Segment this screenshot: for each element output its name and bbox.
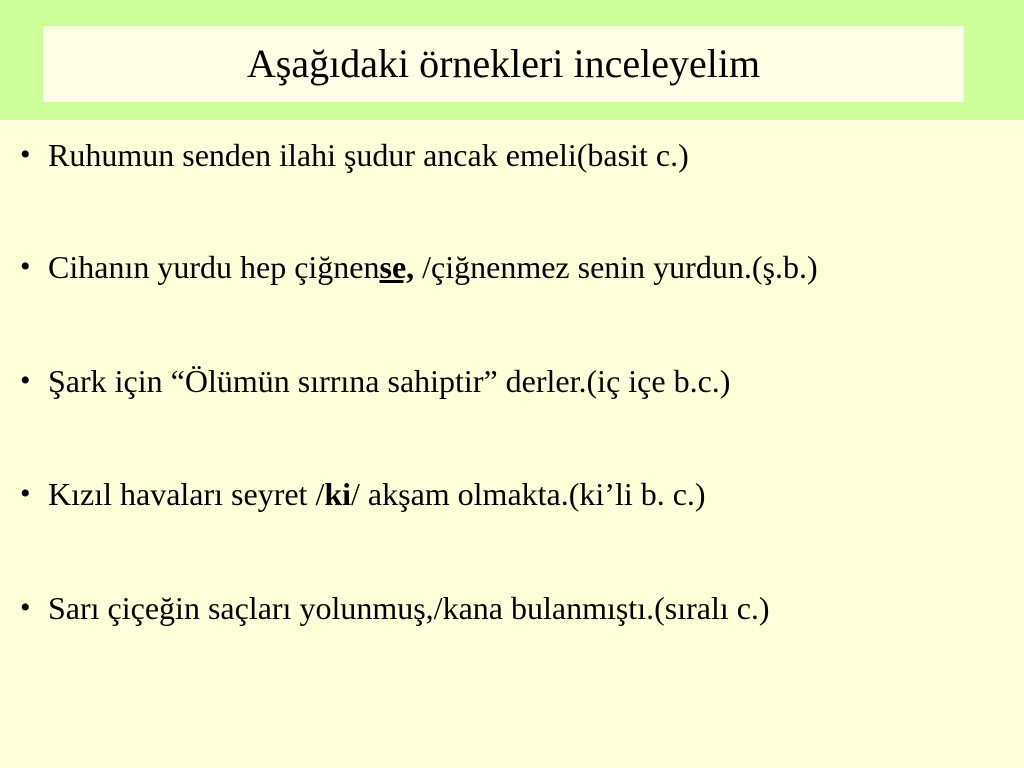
bullet-text-segment: Cihanın yurdu hep çiğnen [48,249,380,285]
slide-title: Aşağıdaki örnekleri inceleyelim [246,41,761,86]
bullet-item-1 [20,137,689,173]
bullet-point-icon: • [20,477,31,510]
bullet-point-icon: • [20,591,31,624]
bullet-text [48,478,706,510]
bullet-point-icon: • [20,138,31,171]
bullet-text-segment: /çiğnenmez senin yurdun.(ş.b.) [414,249,818,285]
bullet-text-segment: / akşam olmakta.(ki’li b. c.) [351,476,706,512]
bullet-text-segment: Ruhumun senden ilahi şudur ancak emeli(basit c.) [48,137,689,173]
bullet-item-3 [20,363,730,399]
bullet-text-segment: Şark için “Ölümün sırrına sahiptir” derler.(iç içe b.c.) [48,363,731,399]
bullet-item-2 [20,249,818,285]
bullet-text [48,365,730,397]
bullet-item-4 [20,476,706,512]
emphasized-conjunction: se, [379,249,415,285]
bullet-text-segment: Sarı çiçeğin saçları yolunmuş,/kana bulanmıştı.(sıralı c.) [48,590,770,626]
bullet-text [48,592,770,624]
bullet-text [48,251,818,283]
bullet-point-icon: • [20,250,31,283]
bullet-item-5 [20,590,770,626]
bullet-text [48,139,689,171]
bullet-text-segment: Kızıl havaları seyret / [48,476,325,512]
emphasized-conjunction: ki [324,476,352,512]
bullet-point-icon: • [20,364,31,397]
